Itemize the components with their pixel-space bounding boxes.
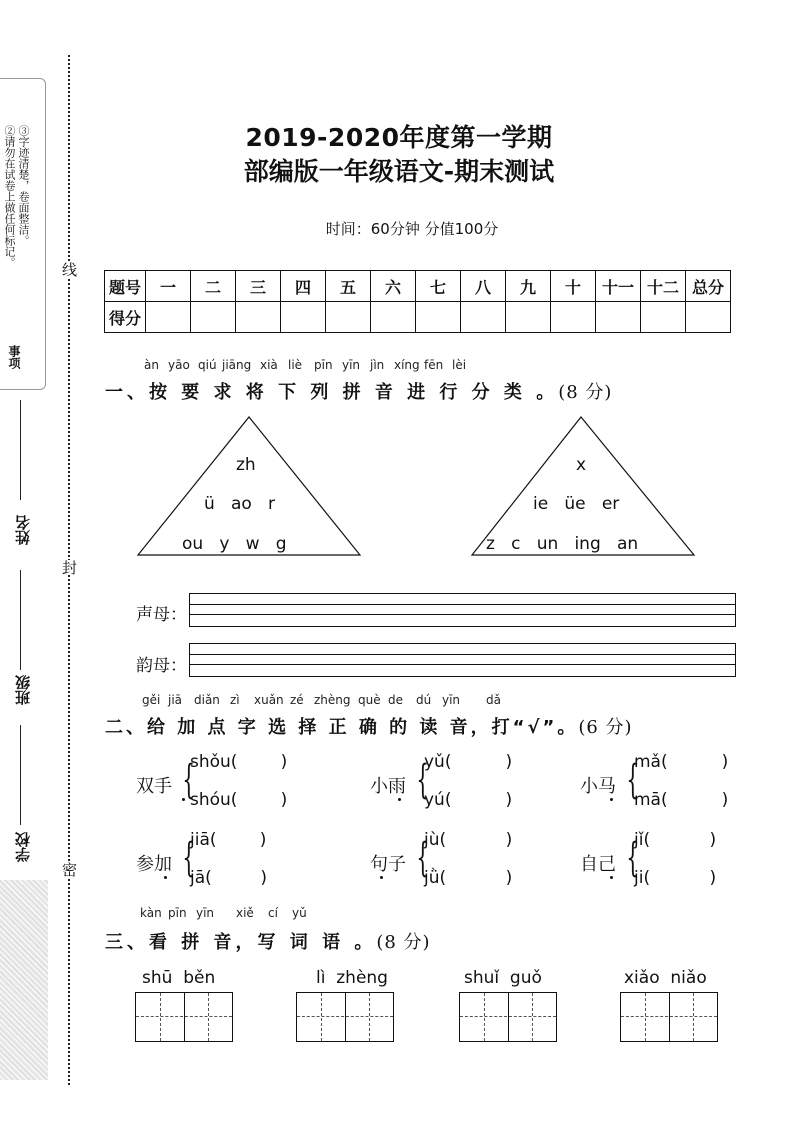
q2-option-1[interactable]: mǎ( )	[634, 752, 729, 772]
q2-item-4	[136, 830, 336, 896]
score-header-cell: 题号	[105, 271, 146, 302]
q1-heading: 一、按 要 求 将 下 列 拼 音 进 行 分 类 。(8 分)	[105, 382, 613, 403]
emphasis-dot	[610, 876, 613, 879]
writing-grid-1[interactable]	[135, 992, 233, 1042]
q2-word: 双手	[136, 776, 172, 797]
score-cell[interactable]	[326, 302, 371, 333]
score-cell[interactable]	[191, 302, 236, 333]
emphasis-dot	[380, 876, 383, 879]
q2-item-5	[370, 830, 570, 896]
class-label: 班级	[14, 675, 32, 705]
seal-word-secret: 密	[60, 862, 78, 877]
brace-icon: {	[626, 757, 640, 803]
seal-word-line: 线	[60, 262, 78, 277]
q2-option-2[interactable]: yú( )	[424, 790, 513, 810]
score-cell[interactable]	[686, 302, 731, 333]
q2-option-1[interactable]: jiā( )	[190, 830, 267, 850]
score-cell[interactable]	[506, 302, 551, 333]
right-triangle-row-1: x	[576, 455, 587, 475]
brace-icon: {	[182, 757, 196, 803]
q2-item-6	[580, 830, 780, 896]
left-triangle-row-2: ü ao r	[204, 494, 276, 514]
score-table-header-row	[105, 271, 731, 302]
time-info: 时间：60分钟 分值100分	[325, 220, 499, 238]
notes-header: 事项	[7, 345, 21, 369]
q2-option-2[interactable]: jǜ( )	[424, 868, 513, 888]
right-triangle-row-2: ie üe er	[533, 494, 620, 514]
q2-word: 自己	[580, 854, 616, 875]
score-header-cell: 四	[281, 271, 326, 302]
class-underline	[20, 570, 21, 670]
notes-text: ②请勿在试卷上做任何标记。	[3, 125, 16, 268]
q2-item-2	[370, 752, 570, 818]
score-table-score-row	[105, 302, 731, 333]
q2-word: 小雨	[370, 776, 406, 797]
emphasis-dot	[610, 798, 613, 801]
brace-icon: {	[182, 835, 196, 881]
left-triangle-row-3: ou y w g	[182, 534, 287, 554]
scan-shadow	[0, 880, 48, 1080]
yunmu-label: 韵母：	[136, 656, 187, 676]
q2-word: 小马	[580, 776, 616, 797]
score-cell[interactable]	[641, 302, 686, 333]
left-triangle-row-1: zh	[236, 455, 256, 475]
shengmu-label: 声母：	[136, 605, 187, 625]
score-cell[interactable]	[461, 302, 506, 333]
q2-item-1	[136, 752, 336, 818]
score-header-cell: 十一	[596, 271, 641, 302]
score-header-cell: 三	[236, 271, 281, 302]
q2-option-1[interactable]: yǔ( )	[424, 752, 513, 772]
q3-word-pinyin-1: shū běn	[142, 968, 216, 988]
score-header-cell: 一	[146, 271, 191, 302]
q2-word: 句子	[370, 854, 406, 875]
brace-icon: {	[416, 835, 430, 881]
school-label: 学校	[14, 832, 32, 862]
score-header-cell: 总分	[686, 271, 731, 302]
q3-score: (8 分)	[376, 932, 431, 953]
score-header-cell: 七	[416, 271, 461, 302]
q2-word: 参加	[136, 854, 172, 875]
q2-option-2[interactable]: jā( )	[190, 868, 268, 888]
q2-score: (6 分)	[578, 717, 633, 738]
score-table	[104, 270, 731, 333]
score-cell[interactable]	[596, 302, 641, 333]
score-cell[interactable]	[416, 302, 461, 333]
score-header-cell: 二	[191, 271, 236, 302]
right-triangle-row-3: z c un ing an	[486, 534, 639, 554]
q1-score: (8 分)	[558, 382, 613, 403]
brace-icon: {	[626, 835, 640, 881]
q2-option-2[interactable]: ji( )	[634, 868, 717, 888]
q3-word-pinyin-3: shuǐ guǒ	[464, 968, 542, 988]
q2-option-1[interactable]: jǐ( )	[634, 830, 717, 850]
q2-option-1[interactable]: shǒu( )	[190, 752, 288, 772]
brace-icon: {	[416, 757, 430, 803]
name-label: 姓名	[14, 515, 32, 545]
writing-grid-2[interactable]	[296, 992, 394, 1042]
score-header-cell: 六	[371, 271, 416, 302]
yunmu-writing-lines[interactable]	[189, 643, 736, 677]
emphasis-dot	[164, 876, 167, 879]
score-cell[interactable]	[236, 302, 281, 333]
writing-grid-4[interactable]	[620, 992, 718, 1042]
score-cell[interactable]	[146, 302, 191, 333]
title-line-1: 2019-2020年度第一学期	[245, 123, 553, 152]
score-cell[interactable]	[371, 302, 416, 333]
score-header-cell: 五	[326, 271, 371, 302]
q3-heading: 三、看 拼 音，写 词 语 。(8 分)	[105, 932, 431, 953]
score-cell[interactable]	[551, 302, 596, 333]
writing-grid-3[interactable]	[459, 992, 557, 1042]
q2-heading: 二、给 加 点 字 选 择 正 确 的 读 音，打“√”。(6 分)	[105, 717, 633, 738]
school-underline	[20, 725, 21, 825]
shengmu-writing-lines[interactable]	[189, 593, 736, 627]
seal-word-seal: 封	[60, 560, 78, 575]
notes-text-2: ③字迹清楚，卷面整洁。	[17, 125, 30, 246]
score-header-cell: 十二	[641, 271, 686, 302]
q3-word-pinyin-2: lì zhèng	[316, 968, 388, 988]
score-header-cell: 十	[551, 271, 596, 302]
emphasis-dot	[398, 798, 401, 801]
score-header-cell: 八	[461, 271, 506, 302]
name-underline	[20, 400, 21, 500]
q2-item-3	[580, 752, 780, 818]
q2-option-1[interactable]: jù( )	[424, 830, 513, 850]
q2-option-2[interactable]: mā( )	[634, 790, 729, 810]
score-header-cell: 九	[506, 271, 551, 302]
score-cell[interactable]	[281, 302, 326, 333]
score-row-label: 得分	[105, 302, 146, 333]
q3-word-pinyin-4: xiǎo niǎo	[624, 968, 707, 988]
q2-option-2[interactable]: shóu( )	[190, 790, 288, 810]
title-line-2: 部编版一年级语文-期末测试	[243, 157, 555, 186]
